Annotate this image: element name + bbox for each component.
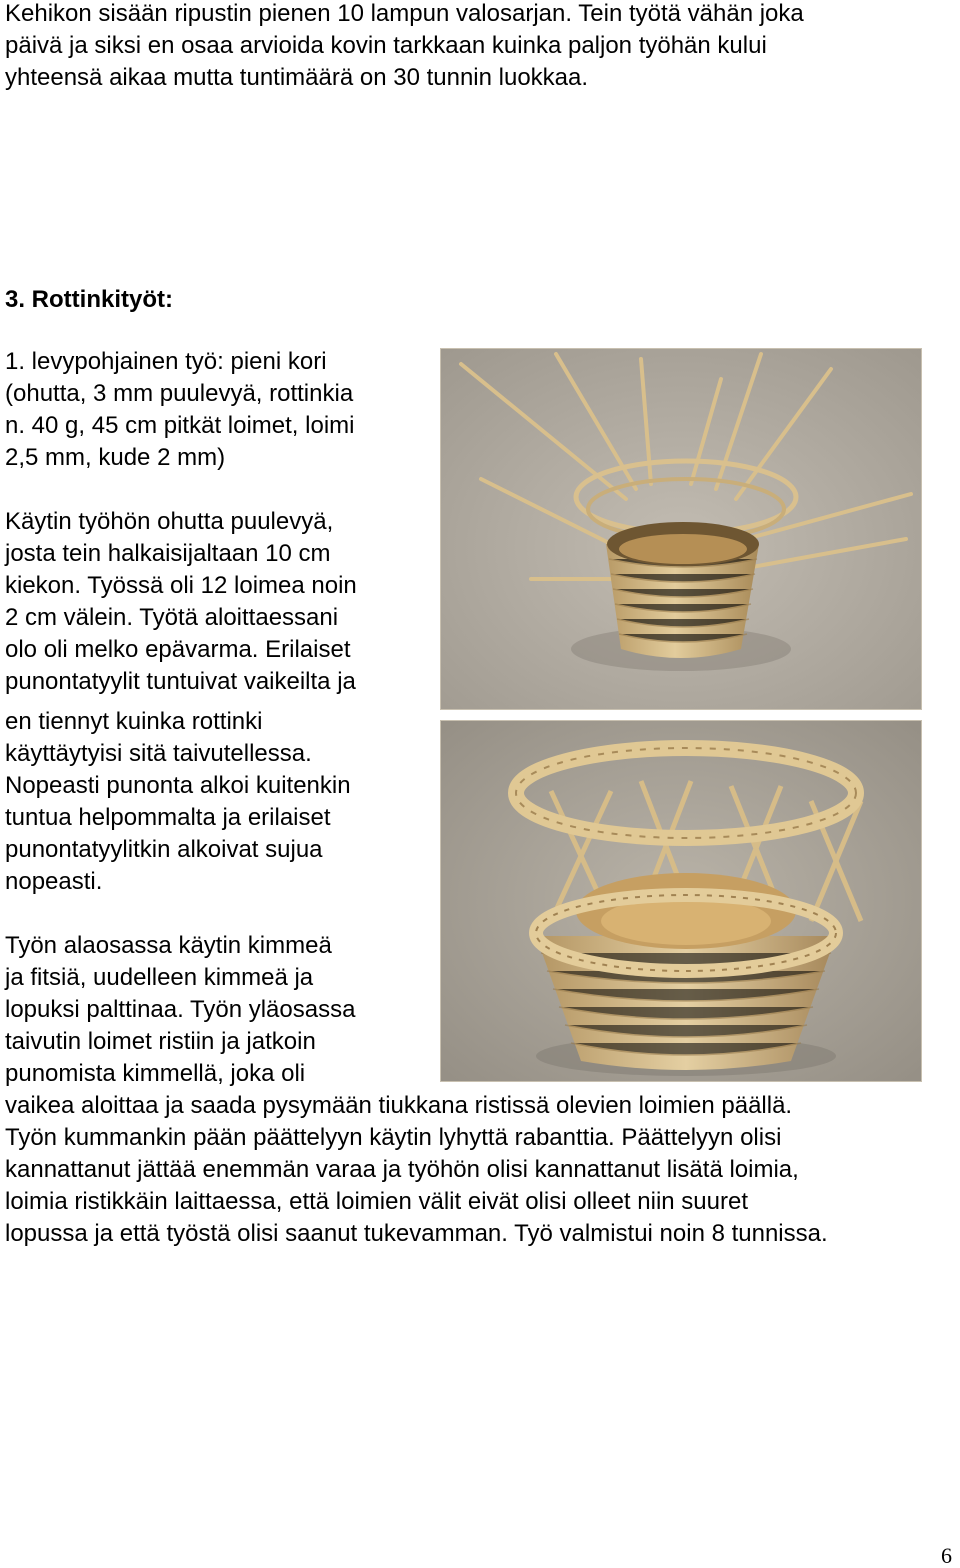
item-line-3: n. 40 g, 45 cm pitkät loimet, loimi [5, 412, 355, 439]
para1-line-4: 2 cm välein. Työtä aloittaessani [5, 604, 339, 631]
item-line-2: (ohutta, 3 mm puulevyä, rottinkia [5, 380, 354, 407]
para2-line-3: lopuksi palttinaa. Työn yläosassa [5, 996, 356, 1023]
para2-line-4: taivutin loimet ristiin ja jatkoin [5, 1028, 316, 1055]
para2-line-7: Työn kummankin pään päättelyyn käytin lyhyttä rabanttia. Päättelyyn olisi [5, 1124, 782, 1151]
intro-line-3: yhteensä aikaa mutta tuntimäärä on 30 tunnin luokkaa. [5, 64, 589, 91]
para1-line-2: josta tein halkaisijaltaan 10 cm [5, 540, 331, 567]
basket-in-progress-photo [440, 348, 922, 710]
section-heading: 3. Rottinkityöt: [5, 286, 173, 313]
intro-line-2: päivä ja siksi en osaa arvioida kovin tarkkaan kuinka paljon työhän kului [5, 32, 767, 59]
item-line-1: 1. levypohjainen työ: pieni kori [5, 348, 327, 375]
para1-line-1: Käytin työhön ohutta puulevyä, [5, 508, 334, 535]
para2-line-1: Työn alaosassa käytin kimmeä [5, 932, 332, 959]
para2-line-5: punomista kimmellä, joka oli [5, 1060, 306, 1087]
para1-line-10: tuntua helpommalta ja erilaiset [5, 804, 331, 831]
para1-line-5: olo oli melko epävarma. Erilaiset [5, 636, 351, 663]
para2-line-6: vaikea aloittaa ja saada pysymään tiukkana ristissä olevien loimien päällä. [5, 1092, 793, 1119]
para2-line-9: loimia ristikkäin laittaessa, että loimien välit eivät olisi olleet niin suuret [5, 1188, 748, 1215]
para1-line-3: kiekon. Työssä oli 12 loimea noin [5, 572, 357, 599]
para1-line-11: punontatyylitkin alkoivat sujua [5, 836, 323, 863]
para1-line-12: nopeasti. [5, 868, 103, 895]
page-number: 6 [941, 1543, 952, 1568]
para1-line-6: punontatyylit tuntuivat vaikeilta ja [5, 668, 356, 695]
finished-basket-photo [440, 720, 922, 1082]
para2-line-2: ja fitsiä, uudelleen kimmeä ja [5, 964, 314, 991]
para1-line-8: käyttäytyisi sitä taivutellessa. [5, 740, 312, 767]
para2-line-10: lopussa ja että työstä olisi saanut tukevamman. Työ valmistui noin 8 tunnissa. [5, 1220, 828, 1247]
item-line-4: 2,5 mm, kude 2 mm) [5, 444, 226, 471]
para2-line-8: kannattanut jättää enemmän varaa ja työhön olisi kannattanut lisätä loimia, [5, 1156, 799, 1183]
para1-line-7: en tiennyt kuinka rottinki [5, 708, 263, 735]
para1-line-9: Nopeasti punonta alkoi kuitenkin [5, 772, 351, 799]
intro-line-1: Kehikon sisään ripustin pienen 10 lampun valosarjan. Tein työtä vähän joka [5, 0, 804, 27]
